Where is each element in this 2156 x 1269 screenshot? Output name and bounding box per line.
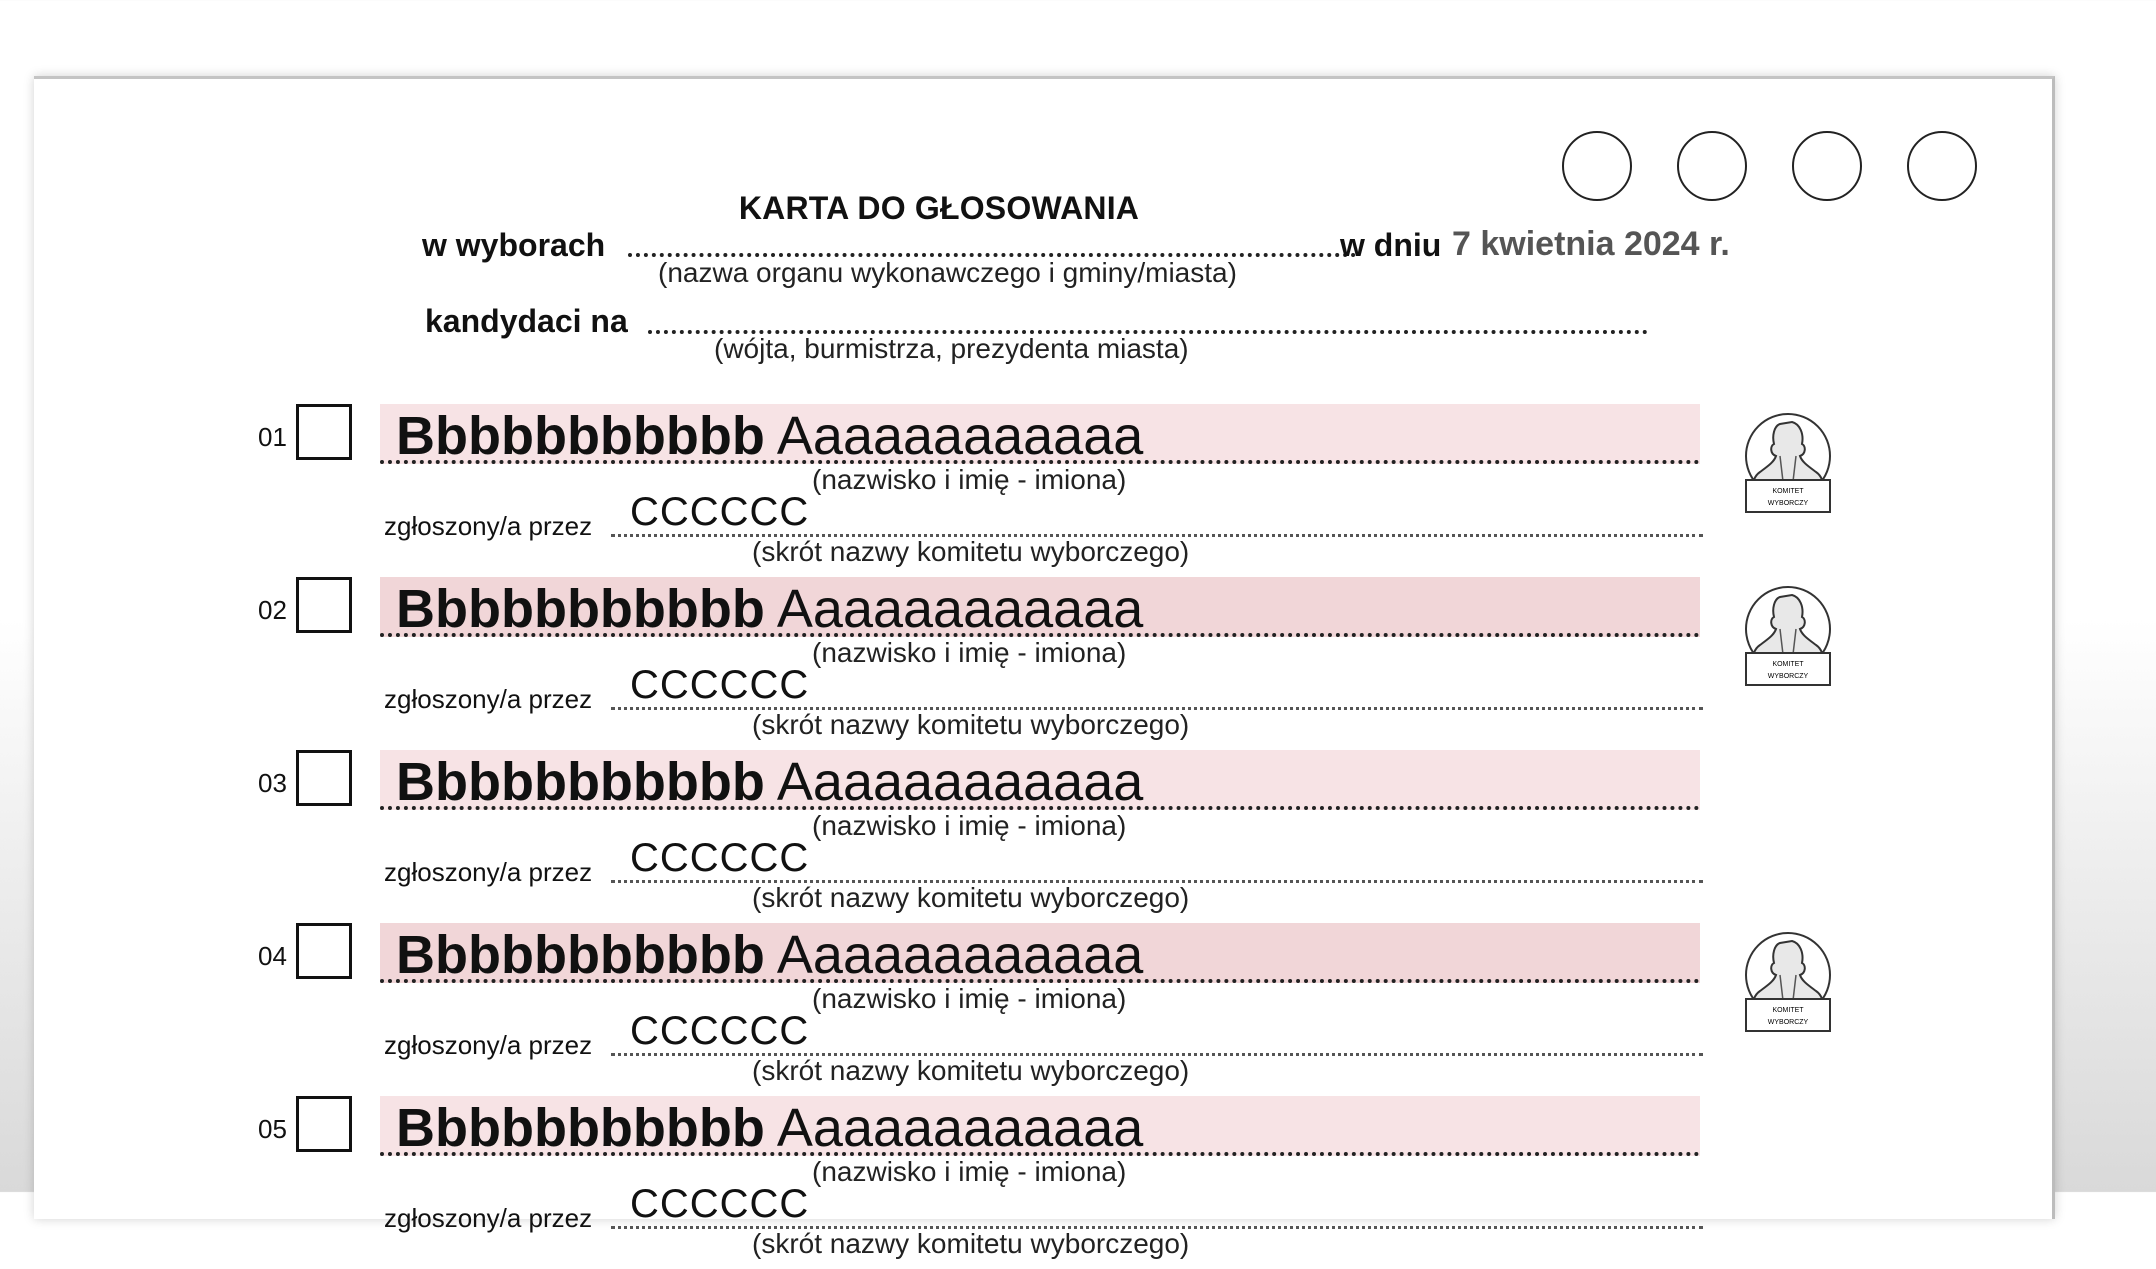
committee-abbreviation: CCCCCC	[630, 836, 810, 880]
committee-abbreviation: CCCCCC	[630, 1182, 810, 1226]
name-hint: (nazwisko i imię - imiona)	[812, 810, 1127, 841]
committee-hint: (skrót nazwy komitetu wyborczego)	[752, 1228, 1190, 1259]
submitted-by-label: zgłoszony/a przez	[384, 1203, 593, 1233]
candidate-row	[34, 1096, 2052, 1269]
emblem-text-1: KOMITET	[1772, 661, 1804, 668]
emblem-text-1: KOMITET	[1772, 1007, 1804, 1014]
candidate-row	[34, 923, 2052, 1096]
vote-checkbox[interactable]	[296, 577, 352, 633]
committee-hint: (skrót nazwy komitetu wyborczego)	[752, 882, 1190, 913]
candidate-first-name: Aaaaaaaaaaaa	[776, 579, 1144, 639]
candidate-name	[396, 751, 1143, 813]
committee-emblem-icon	[1740, 412, 1836, 516]
candidate-last-name: Bbbbbbbbbbb	[396, 1098, 765, 1158]
name-hint: (nazwisko i imię - imiona)	[812, 983, 1127, 1014]
emblem-text-1: KOMITET	[1772, 488, 1804, 495]
candidate-number: 02	[258, 595, 287, 625]
candidates-for-hint: (wójta, burmistrza, prezydenta miasta)	[714, 333, 1189, 364]
committee-hint: (skrót nazwy komitetu wyborczego)	[752, 536, 1190, 567]
vote-checkbox[interactable]	[296, 1096, 352, 1152]
submitted-by-label: zgłoszony/a przez	[384, 857, 593, 887]
candidate-row	[34, 750, 2052, 923]
name-hint: (nazwisko i imię - imiona)	[812, 637, 1127, 668]
candidate-name	[396, 405, 1143, 467]
submitted-by-label: zgłoszony/a przez	[384, 1030, 593, 1060]
date-value: 7 kwietnia 2024 r.	[1452, 225, 1730, 263]
emblem-text-2: WYBORCZY	[1767, 1019, 1809, 1026]
emblem-text-2: WYBORCZY	[1767, 500, 1809, 507]
submitted-by-label: zgłoszony/a przez	[384, 684, 593, 714]
committee-hint: (skrót nazwy komitetu wyborczego)	[752, 709, 1190, 740]
candidate-name	[396, 578, 1143, 640]
committee-emblem-icon	[1740, 931, 1836, 1035]
committee-abbreviation: CCCCCC	[630, 663, 810, 707]
candidate-name	[396, 1097, 1143, 1159]
candidate-last-name: Bbbbbbbbbbb	[396, 925, 765, 985]
date-label: w dniu	[1340, 227, 1442, 263]
candidate-first-name: Aaaaaaaaaaaa	[776, 925, 1144, 985]
candidate-last-name: Bbbbbbbbbbb	[396, 579, 765, 639]
ballot-sheet	[34, 76, 2055, 1259]
candidates-for-label: kandydaci na	[425, 303, 628, 339]
ballot-title: KARTA DO GŁOSOWANIA	[738, 190, 1140, 226]
submitted-by-label: zgłoszony/a przez	[384, 511, 593, 541]
election-label: w wyborach	[422, 227, 606, 263]
name-hint: (nazwisko i imię - imiona)	[812, 1156, 1127, 1187]
candidate-number: 03	[258, 768, 287, 798]
name-hint: (nazwisko i imię - imiona)	[812, 464, 1127, 495]
candidate-last-name: Bbbbbbbbbbb	[396, 406, 765, 466]
emblem-text-2: WYBORCZY	[1767, 673, 1809, 680]
committee-hint: (skrót nazwy komitetu wyborczego)	[752, 1055, 1190, 1086]
candidate-number: 05	[258, 1114, 287, 1144]
committee-abbreviation: CCCCCC	[630, 1009, 810, 1053]
candidate-name	[396, 924, 1143, 986]
candidate-last-name: Bbbbbbbbbbb	[396, 752, 765, 812]
election-hint: (nazwa organu wykonawczego i gminy/miasta)	[658, 257, 1237, 288]
candidate-first-name: Aaaaaaaaaaaa	[776, 406, 1144, 466]
vote-checkbox[interactable]	[296, 404, 352, 460]
candidate-first-name: Aaaaaaaaaaaa	[776, 1098, 1144, 1158]
vote-checkbox[interactable]	[296, 750, 352, 806]
candidate-number: 01	[258, 422, 287, 452]
candidate-number: 04	[258, 941, 287, 971]
vote-checkbox[interactable]	[296, 923, 352, 979]
committee-emblem-icon	[1740, 585, 1836, 689]
candidate-first-name: Aaaaaaaaaaaa	[776, 752, 1144, 812]
candidate-row	[34, 577, 2052, 750]
candidate-row	[34, 404, 2052, 577]
committee-abbreviation: CCCCCC	[630, 490, 810, 534]
